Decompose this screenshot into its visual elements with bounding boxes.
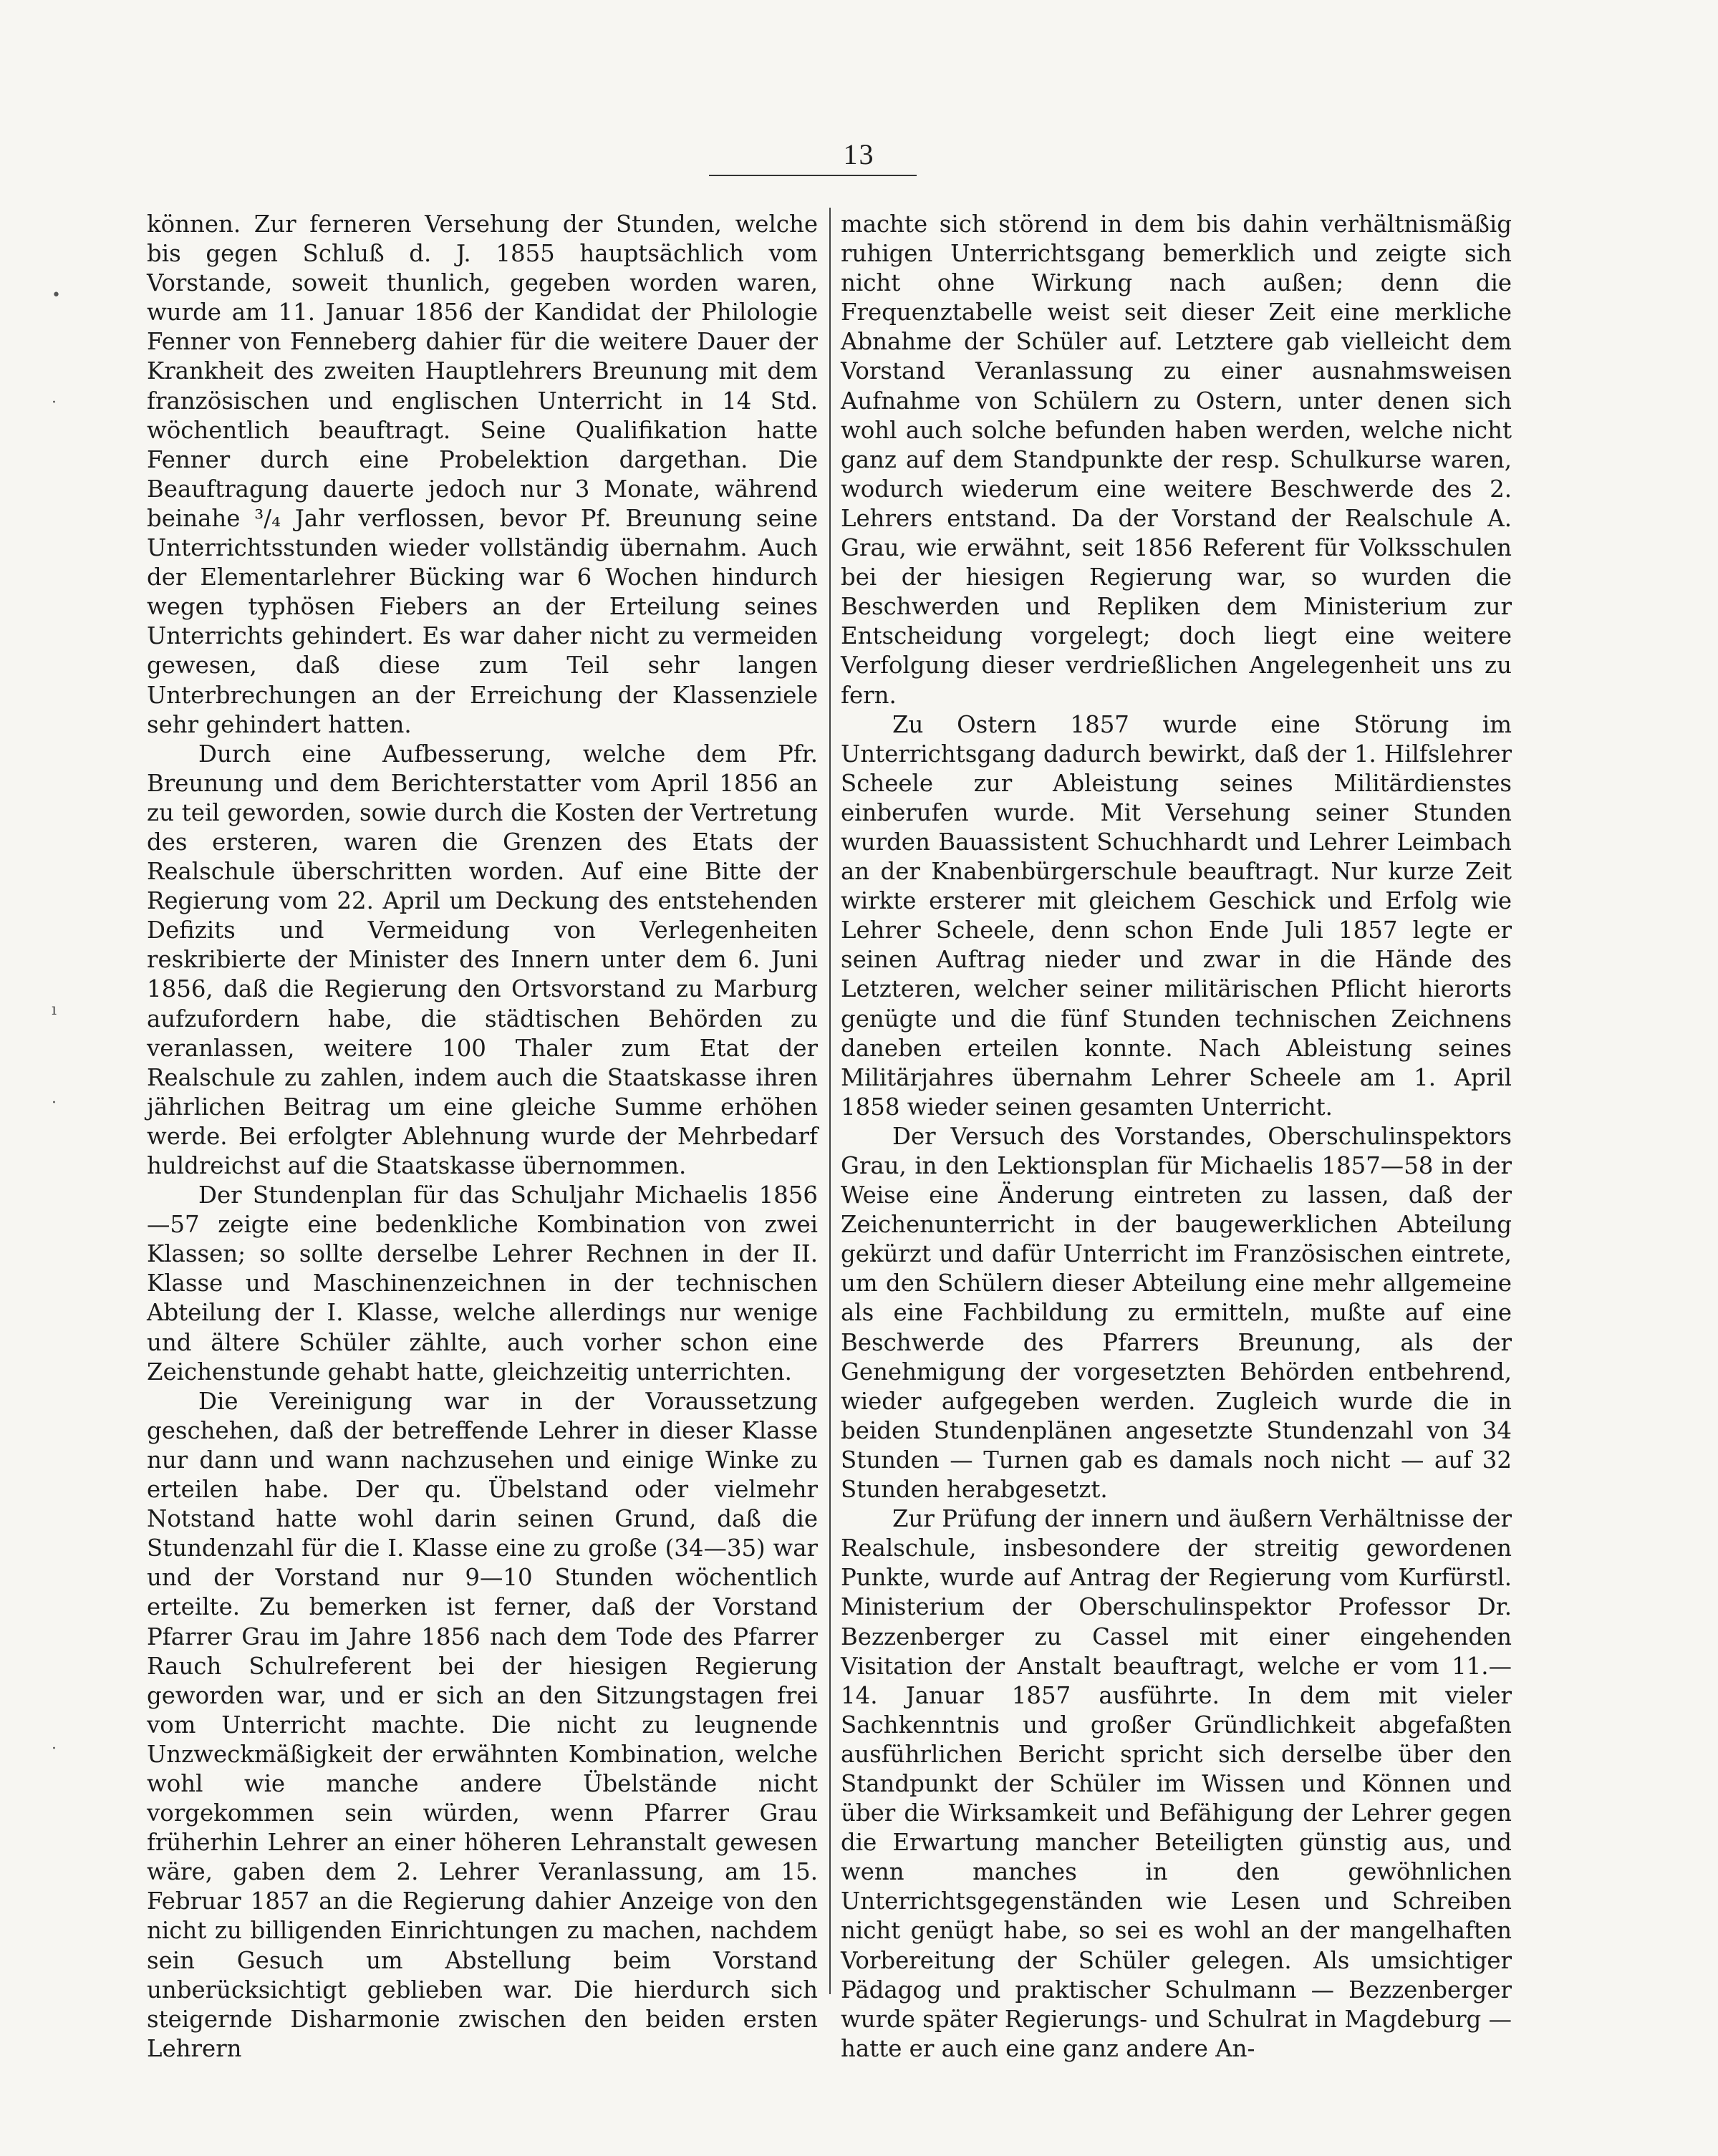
margin-speck: · [52,1740,57,1758]
margin-speck: · [52,1094,57,1112]
left-paragraph-3: Der Stundenplan für das Schuljahr Michaelis 1856—57 zeigte eine bedenkliche Kombination von zwei Klassen; so sollte derselbe Lehrer Rechnen in der II. Klasse und Maschinenzeichnen in der technischen Abteilung der I. Klasse, welche allerdings nur wenige und ältere Schüler zählte, auch vorher schon eine Zeichenstunde gehabt hatte, gleichzeitig unterrichten. [147,1181,818,1386]
header-rule [709,175,917,176]
margin-speck: · [52,394,57,412]
right-paragraph-3: Der Versuch des Vorstandes, Oberschulinspektors Grau, in den Lektionsplan für Michaelis 1857—58 in der Weise eine Änderung eintreten zu lassen, daß der Zeichenunterricht in der baugewerklichen Abteilung gekürzt und dafür Unterricht im Französischen eintrete, um den Schülern dieser Abteilung eine mehr allgemeine als eine Fachbildung zu ermitteln, mußte auf eine Beschwerde des Pfarrers Breunung, als der Genehmigung der vorgesetzten Behörden entbehrend, wieder aufgegeben werden. Zugleich wurde die in beiden Stundenplänen angesetzte Stundenzahl von 34 Stunden — Turnen gab es damals noch nicht — auf 32 Stunden herabgesetzt. [841,1122,1512,1504]
left-paragraph-4: Die Vereinigung war in der Voraussetzung geschehen, daß der betreffende Lehrer in dieser Klasse nur dann und wann nachzusehen und einige Winke zu erteilen habe. Der qu. Übelstand oder vielmehr Notstand hatte wohl darin seinen Grund, daß die Stundenzahl für die I. Klasse eine zu große (34—35) war und der Vorstand nur 9—10 Stunden wöchentlich erteilte. Zu bemerken ist ferner, daß der Vorstand Pfarrer Grau im Jahre 1856 nach dem Tode des Pfarrer Rauch Schulreferent bei der hiesigen Regierung geworden war, und er sich an den Sitzungstagen frei vom Unterricht machte. Die nicht zu leugnende Unzweckmäßigkeit der erwähnten Kombination, welche wohl wie manche andere Übelstände nicht vorgekommen sein würden, wenn Pfarrer Grau früherhin Lehrer an einer höheren Lehranstalt gewesen wäre, gaben dem 2. Lehrer Veranlassung, am 15. Februar 1857 an die Regierung dahier Anzeige von den nicht zu billigenden Einrichtungen zu machen, nachdem sein Gesuch um Abstellung beim Vorstand unberücksichtigt geblieben war. Die hierdurch sich steigernde Disharmonie zwischen den beiden ersten Lehrern [147,1387,818,2062]
left-paragraph-2: Durch eine Aufbesserung, welche dem Pfr. Breunung und dem Berichterstatter vom April 1856 an zu teil geworden, sowie durch die Kosten der Vertretung des ersteren, waren die Grenzen des Etats der Realschule überschritten worden. Auf eine Bitte der Regierung vom 22. April um Deckung des entstehenden Defizits und Vermeidung von Verlegenheiten reskribierte der Minister des Innern unter dem 6. Juni 1856, daß die Regierung den Ortsvorstand zu Marburg aufzufordern habe, die städtischen Behörden zu veranlassen, weitere 100 Thaler zum Etat der Realschule zu zahlen, indem auch die Staatskasse ihren jährlichen Beitrag um eine gleiche Summe erhöhen werde. Bei erfolgter Ablehnung wurde der Mehrbedarf huldreichst auf die Staatskasse übernommen. [147,740,818,1179]
left-column [147,210,818,2064]
left-paragraph-1: können. Zur ferneren Versehung der Stunden, welche bis gegen Schluß d. J. 1855 hauptsächlich vom Vorstande, soweit thunlich, gegeben worden waren, wurde am 11. Januar 1856 der Kandidat der Philologie Fenner von Fenneberg dahier für die weitere Dauer der Krankheit des zweiten Hauptlehrers Breunung mit dem französischen und englischen Unterricht in 14 Std. wöchentlich beauftragt. Seine Qualifikation hatte Fenner durch eine Probelektion dargethan. Die Beauftragung dauerte jedoch nur 3 Monate, während beinahe ³/₄ Jahr verflossen, bevor Pf. Breunung seine Unterrichtsstunden wieder vollständig übernahm. Auch der Elementarlehrer Bücking war 6 Wochen hindurch wegen typhösen Fiebers an der Erteilung seines Unterrichts gehindert. Es war daher nicht zu vermeiden gewesen, daß diese zum Teil sehr langen Unterbrechungen an der Erreichung der Klassenziele sehr gehindert hatten. [147,211,818,738]
column-divider [829,208,831,1994]
right-paragraph-4: Zur Prüfung der innern und äußern Verhältnisse der Realschule, insbesondere der streitig gewordenen Punkte, wurde auf Antrag der Regierung vom Kurfürstl. Ministerium der Oberschulinspektor Professor Dr. Bezzenberger zu Cassel mit einer eingehenden Visitation der Anstalt beauftragt, welche er vom 11.—14. Januar 1857 ausführte. In dem mit vieler Sachkenntnis und großer Gründlichkeit abgefaßten ausführlichen Bericht spricht sich derselbe über den Standpunkt der Schüler im Wissen und Können und über die Wirksamkeit und Befähigung der Lehrer gegen die Erwartung mancher Beteiligten günstig aus, und wenn manches in den gewöhnlichen Unterrichtsgegenständen wie Lesen und Schreiben nicht genügt habe, so sei es wohl an der mangelhaften Vorbereitung der Schüler gelegen. Als umsichtiger Pädagog und praktischer Schulmann — Bezzenberger wurde später Regierungs- und Schulrat in Magdeburg — hatte er auch eine ganz andere An- [841,1505,1512,2062]
margin-speck: • [52,286,61,304]
margin-speck: ı [52,1001,57,1019]
page-number: 13 [843,138,875,170]
right-paragraph-2: Zu Ostern 1857 wurde eine Störung im Unterrichtsgang dadurch bewirkt, daß der 1. Hilfslehrer Scheele zur Ableistung seines Militärdienstes einberufen wurde. Mit Versehung seiner Stunden wurden Bauassistent Schuchhardt und Lehrer Leimbach an der Knabenbürgerschule beauftragt. Nur kurze Zeit wirkte ersterer mit gleichem Geschick und Erfolg wie Lehrer Scheele, denn schon Ende Juli 1857 legte er seinen Auftrag nieder und zwar in die Hände des Letzteren, welcher seiner militärischen Pflicht hierorts genügte und die fünf Stunden technischen Zeichnens daneben erteilen konnte. Nach Ableistung seines Militärjahres übernahm Lehrer Scheele am 1. April 1858 wieder seinen gesamten Unterricht. [841,710,1512,1121]
right-column [841,210,1512,2064]
right-paragraph-1: machte sich störend in dem bis dahin verhältnismäßig ruhigen Unterrichtsgang bemerklich und zeigte sich nicht ohne Wirkung nach außen; denn die Frequenztabelle weist seit dieser Zeit eine merkliche Abnahme der Schüler auf. Letztere gab vielleicht dem Vorstand Veranlassung zu einer ausnahmsweisen Aufnahme von Schülern zu Ostern, unter denen sich wohl auch solche befunden haben werden, welche nicht ganz auf dem Standpunkte der resp. Schulkurse waren, wodurch wiederum eine weitere Beschwerde des 2. Lehrers entstand. Da der Vorstand der Realschule A. Grau, wie erwähnt, seit 1856 Referent für Volksschulen bei der hiesigen Regierung war, so wurden die Beschwerden und Repliken dem Ministerium zur Entscheidung vorgelegt; doch liegt eine weitere Verfolgung dieser verdrießlichen Angelegenheit uns zu fern. [841,211,1512,709]
